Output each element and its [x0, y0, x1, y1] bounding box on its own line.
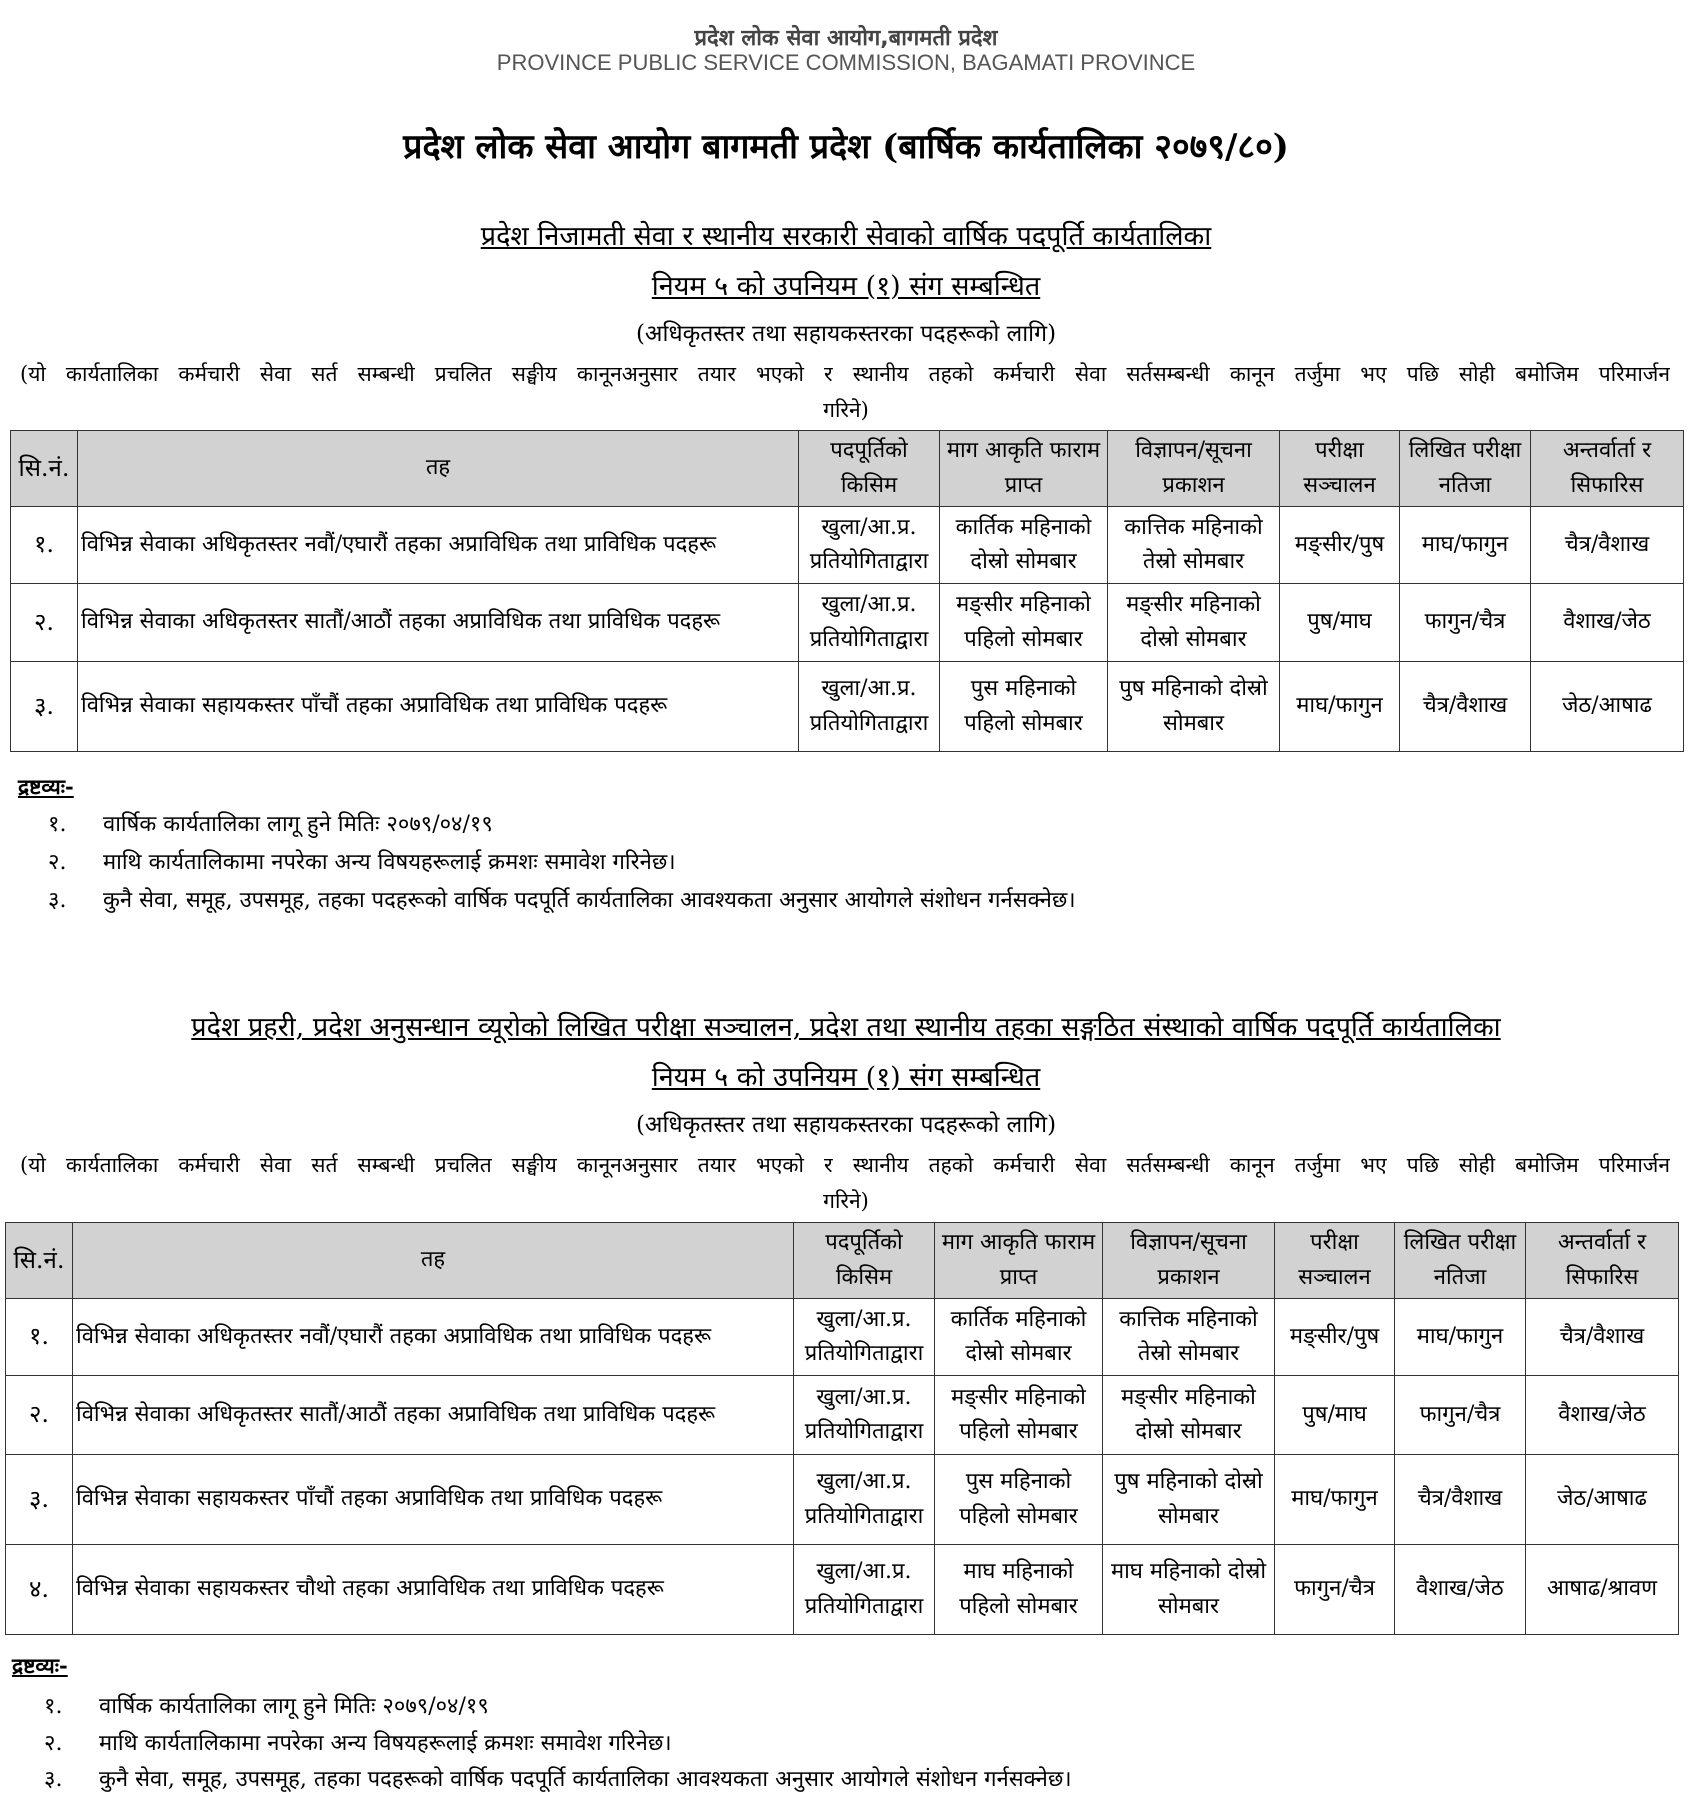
cell-type: खुला/आ.प्र. प्रतियोगिताद्वारा [794, 1455, 935, 1545]
cell-type: खुला/आ.प्र. प्रतियोगिताद्वारा [794, 1376, 935, 1455]
cell-exam: माघ/फागुन [1275, 1455, 1395, 1545]
note-number: ३. [48, 888, 67, 913]
section1-table [10, 430, 1684, 752]
cell-type: खुला/आ.प्र. प्रतियोगिताद्वारा [799, 584, 940, 662]
col-header-demand: माग आकृति फाराम प्राप्त [940, 431, 1108, 507]
cell-result: फागुन/चैत्र [1400, 584, 1531, 662]
section1-title: प्रदेश निजामती सेवा र स्थानीय सरकारी सेवाको वार्षिक पदपूर्ति कार्यतालिका [480, 221, 1212, 252]
cell-result: चैत्र/वैशाख [1400, 662, 1531, 752]
cell-level: विभिन्न सेवाका सहायकस्तर पाँचौं तहका अप्राविधिक तथा प्राविधिक पदहरू [73, 1455, 794, 1545]
table-row [11, 507, 1684, 584]
cell-result: माघ/फागुन [1395, 1299, 1526, 1376]
cell-exam: पुष/माघ [1280, 584, 1400, 662]
col-header-notice: विज्ञापन/सूचना प्रकाशन [1103, 1223, 1275, 1299]
col-header-demand: माग आकृति फाराम प्राप्त [935, 1223, 1103, 1299]
cell-notice: पुष महिनाको दोस्रो सोमबार [1108, 662, 1280, 752]
note-number: १. [48, 812, 67, 837]
cell-sn: २. [6, 1376, 73, 1455]
col-header-result: लिखित परीक्षा नतिजा [1400, 431, 1531, 507]
cell-exam: मङ्सीर/पुष [1275, 1299, 1395, 1376]
cell-sn: १. [6, 1299, 73, 1376]
cell-level: विभिन्न सेवाका अधिकृतस्तर नवौं/एघारौं तहका अप्राविधिक तथा प्राविधिक पदहरू [78, 507, 799, 584]
note-number: २. [48, 850, 67, 875]
section2-subtitle: (अधिकृतस्तर तथा सहायकस्तरका पदहरूको लागि) [635, 1112, 1057, 1138]
col-header-interview: अन्तर्वार्ता र सिफारिस [1531, 431, 1684, 507]
cell-level: विभिन्न सेवाका सहायकस्तर पाँचौं तहका अप्राविधिक तथा प्राविधिक पदहरू [78, 662, 799, 752]
col-header-level: तह [78, 431, 799, 507]
note-number: २. [44, 1731, 63, 1756]
section1-note [48, 808, 493, 838]
cell-type: खुला/आ.प्र. प्रतियोगिताद्वारा [799, 662, 940, 752]
table-row [11, 662, 1684, 752]
note-number: ३. [44, 1767, 63, 1792]
cell-notice: कात्तिक महिनाको तेस्रो सोमबार [1103, 1299, 1275, 1376]
table-row [6, 1299, 1679, 1376]
col-header-result: लिखित परीक्षा नतिजा [1395, 1223, 1526, 1299]
cell-notice: माघ महिनाको दोस्रो सोमबार [1103, 1545, 1275, 1635]
cell-sn: २. [11, 584, 78, 662]
section2-notes-heading: द्रष्टव्यः- [12, 1653, 68, 1678]
cell-demand: कार्तिक महिनाको दोस्रो सोमबार [940, 507, 1108, 584]
cell-level: विभिन्न सेवाका अधिकृतस्तर नवौं/एघारौं तहका अप्राविधिक तथा प्राविधिक पदहरू [73, 1299, 794, 1376]
cell-demand: माघ महिनाको पहिलो सोमबार [935, 1545, 1103, 1635]
cell-interview: जेठ/आषाढ [1526, 1455, 1679, 1545]
note-text: माथि कार्यतालिकामा नपरेका अन्य विषयहरूलाई क्रमशः समावेश गरिनेछ। [103, 850, 676, 875]
note-number: १. [44, 1694, 63, 1719]
section2-note [44, 1690, 489, 1720]
cell-level: विभिन्न सेवाका अधिकृतस्तर सातौं/आठौं तहका अप्राविधिक तथा प्राविधिक पदहरू [73, 1376, 794, 1455]
cell-demand: मङ्सीर महिनाको पहिलो सोमबार [935, 1376, 1103, 1455]
cell-sn: ४. [6, 1545, 73, 1635]
cell-demand: पुस महिनाको पहिलो सोमबार [940, 662, 1108, 752]
cell-interview: वैशाख/जेठ [1526, 1376, 1679, 1455]
col-header-sn: सि.नं. [11, 431, 78, 507]
section2-rule: नियम ५ को उपनियम (१) संग सम्बन्धित [651, 1062, 1041, 1093]
section2-note [44, 1727, 672, 1757]
cell-demand: मङ्सीर महिनाको पहिलो सोमबार [940, 584, 1108, 662]
main-title: प्रदेश लोक सेवा आयोग बागमती प्रदेश (बार्षिक कार्यतालिका २०७९/८०) [403, 127, 1289, 167]
section2-desc: (यो कार्यतालिका कर्मचारी सेवा सर्त सम्बन्धी प्रचलित सङ्घीय कानूनअनुसार तयार भएको र स्थानीय तहको कर्मचारी सेवा सर्तसम्बन्धी कानून तर्जुमा भए पछि सोही बमोजिम परिमार्जन [20, 1153, 1670, 1177]
cell-exam: फागुन/चैत्र [1275, 1545, 1395, 1635]
section2-desc-end: गरिने) [823, 1189, 869, 1213]
col-header-type: पदपूर्तिको किसिम [794, 1223, 935, 1299]
cell-type: खुला/आ.प्र. प्रतियोगिताद्वारा [794, 1299, 935, 1376]
cell-sn: ३. [6, 1455, 73, 1545]
cell-exam: पुष/माघ [1275, 1376, 1395, 1455]
section1-note [48, 846, 676, 876]
section2-table [5, 1222, 1679, 1635]
section1-rule: नियम ५ को उपनियम (१) संग सम्बन्धित [651, 271, 1041, 302]
cell-exam: मङ्सीर/पुष [1280, 507, 1400, 584]
section1-notes-heading: द्रष्टव्यः- [18, 774, 74, 799]
cell-exam: माघ/फागुन [1280, 662, 1400, 752]
table-row [11, 584, 1684, 662]
col-header-exam: परीक्षा सञ्चालन [1280, 431, 1400, 507]
cell-notice: मङ्सीर महिनाको दोस्रो सोमबार [1103, 1376, 1275, 1455]
table-header-row [11, 431, 1684, 507]
note-text: कुनै सेवा, समूह, उपसमूह, तहका पदहरूको वार्षिक पदपूर्ति कार्यतालिका आवश्यकता अनुसार आयोगले संशोधन गर्नसक्नेछ। [99, 1767, 1072, 1792]
org-name-english: PROVINCE PUBLIC SERVICE COMMISSION, BAGAMATI PROVINCE [496, 50, 1196, 75]
section1-subtitle: (अधिकृतस्तर तथा सहायकस्तरका पदहरूको लागि) [635, 321, 1057, 347]
cell-demand: कार्तिक महिनाको दोस्रो सोमबार [935, 1299, 1103, 1376]
col-header-level: तह [73, 1223, 794, 1299]
cell-interview: चैत्र/वैशाख [1526, 1299, 1679, 1376]
cell-result: फागुन/चैत्र [1395, 1376, 1526, 1455]
table-row [6, 1545, 1679, 1635]
table-header-row [6, 1223, 1679, 1299]
col-header-interview: अन्तर्वार्ता र सिफारिस [1526, 1223, 1679, 1299]
cell-interview: चैत्र/वैशाख [1531, 507, 1684, 584]
cell-level: विभिन्न सेवाका अधिकृतस्तर सातौं/आठौं तहका अप्राविधिक तथा प्राविधिक पदहरू [78, 584, 799, 662]
section2-title: प्रदेश प्रहरी, प्रदेश अनुसन्धान व्यूरोको लिखित परीक्षा सञ्चालन, प्रदेश तथा स्थानीय तहका सङ्गठित संस्थाको वार्षिक पदपूर्ति कार्यतालिका [191, 1012, 1501, 1043]
section1-note [48, 884, 1076, 914]
cell-notice: पुष महिनाको दोस्रो सोमबार [1103, 1455, 1275, 1545]
col-header-notice: विज्ञापन/सूचना प्रकाशन [1108, 431, 1280, 507]
col-header-exam: परीक्षा सञ्चालन [1275, 1223, 1395, 1299]
table-row [6, 1376, 1679, 1455]
cell-interview: वैशाख/जेठ [1531, 584, 1684, 662]
cell-level: विभिन्न सेवाका सहायकस्तर चौथो तहका अप्राविधिक तथा प्राविधिक पदहरू [73, 1545, 794, 1635]
cell-notice: कात्तिक महिनाको तेस्रो सोमबार [1108, 507, 1280, 584]
cell-notice: मङ्सीर महिनाको दोस्रो सोमबार [1108, 584, 1280, 662]
cell-result: चैत्र/वैशाख [1395, 1455, 1526, 1545]
note-text: माथि कार्यतालिकामा नपरेका अन्य विषयहरूलाई क्रमशः समावेश गरिनेछ। [99, 1731, 672, 1756]
cell-interview: जेठ/आषाढ [1531, 662, 1684, 752]
col-header-sn: सि.नं. [6, 1223, 73, 1299]
note-text: वार्षिक कार्यतालिका लागू हुने मितिः २०७९/०४/१९ [99, 1694, 489, 1719]
cell-type: खुला/आ.प्र. प्रतियोगिताद्वारा [799, 507, 940, 584]
note-text: वार्षिक कार्यतालिका लागू हुने मितिः २०७९/०४/१९ [103, 812, 493, 837]
col-header-type: पदपूर्तिको किसिम [799, 431, 940, 507]
note-text: कुनै सेवा, समूह, उपसमूह, तहका पदहरूको वार्षिक पदपूर्ति कार्यतालिका आवश्यकता अनुसार आयोगले संशोधन गर्नसक्नेछ। [103, 888, 1076, 913]
section1-desc: (यो कार्यतालिका कर्मचारी सेवा सर्त सम्बन्धी प्रचलित सङ्घीय कानूनअनुसार तयार भएको र स्थानीय तहको कर्मचारी सेवा सर्तसम्बन्धी कानून तर्जुमा भए पछि सोही बमोजिम परिमार्जन [20, 362, 1670, 386]
cell-sn: ३. [11, 662, 78, 752]
cell-result: वैशाख/जेठ [1395, 1545, 1526, 1635]
cell-sn: १. [11, 507, 78, 584]
cell-interview: आषाढ/श्रावण [1526, 1545, 1679, 1635]
cell-type: खुला/आ.प्र. प्रतियोगिताद्वारा [794, 1545, 935, 1635]
section1-desc-end: गरिने) [823, 398, 869, 422]
cell-result: माघ/फागुन [1400, 507, 1531, 584]
section2-note [44, 1763, 1072, 1793]
table-row [6, 1455, 1679, 1545]
org-name-nepali: प्रदेश लोक सेवा आयोग,बागमती प्रदेश [694, 26, 998, 51]
cell-demand: पुस महिनाको पहिलो सोमबार [935, 1455, 1103, 1545]
